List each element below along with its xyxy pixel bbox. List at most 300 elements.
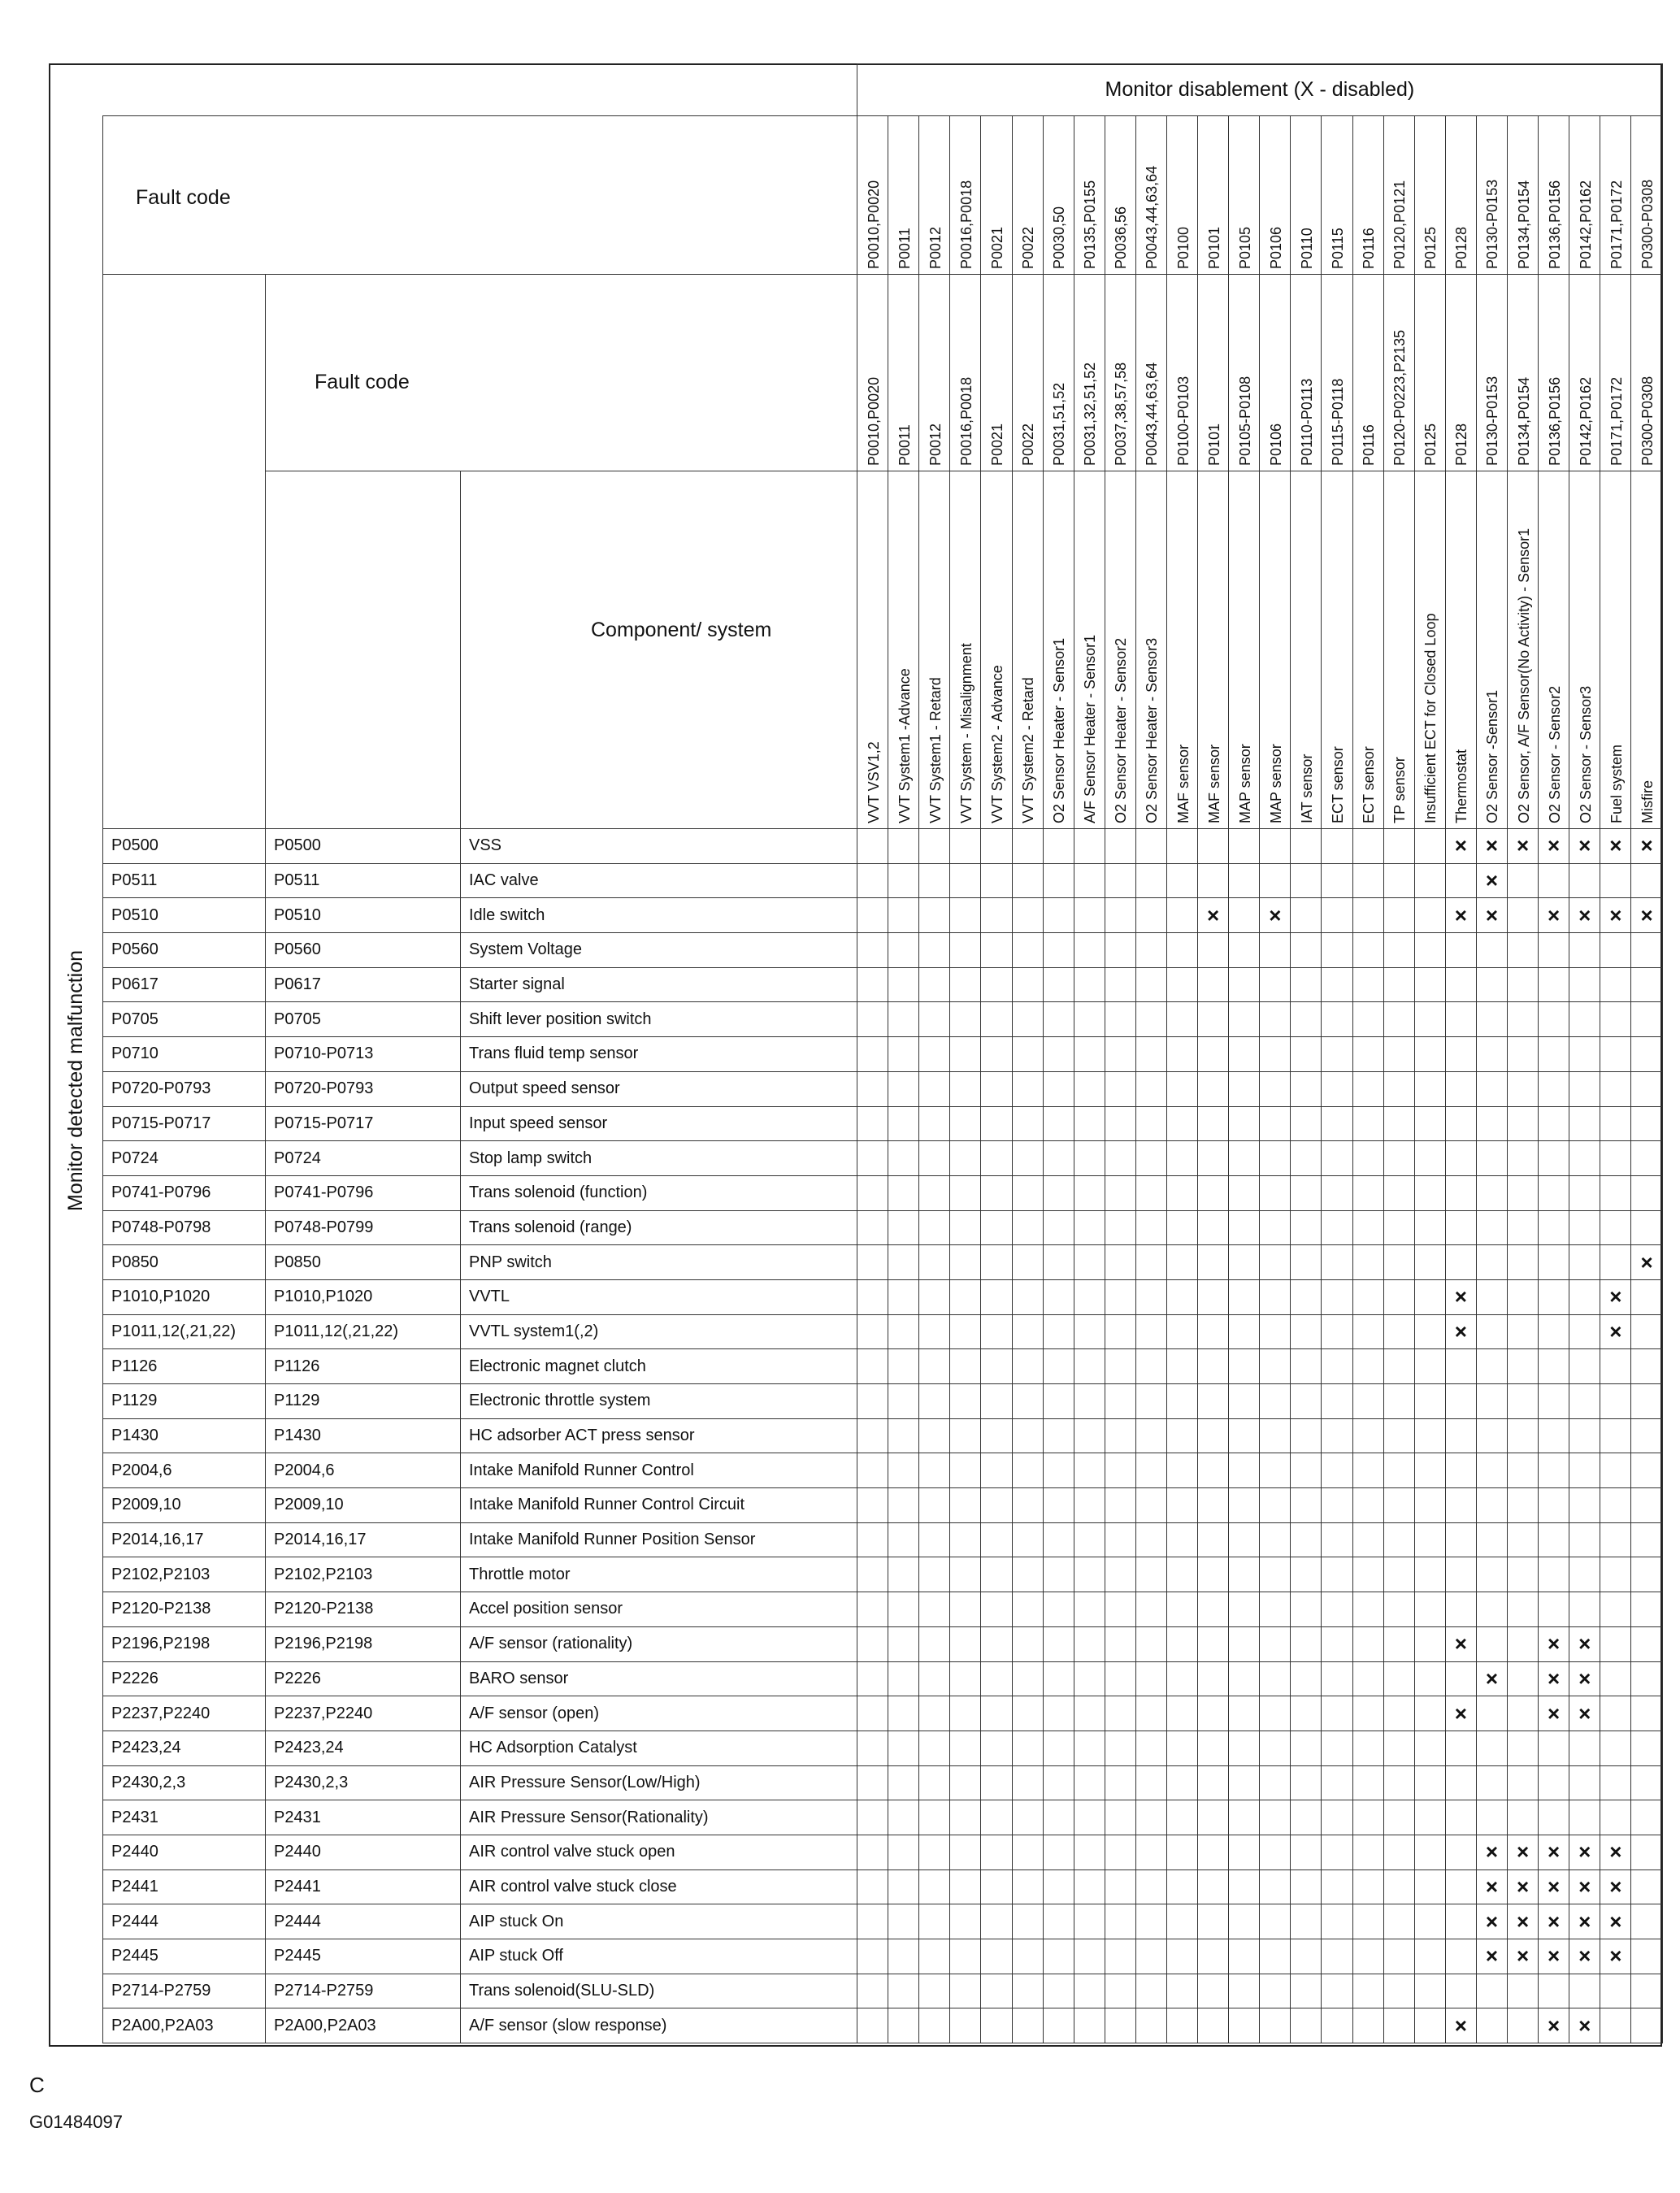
table-row — [103, 1592, 1663, 1627]
empty-cell — [981, 1800, 1012, 1835]
empty-cell — [981, 2008, 1012, 2043]
footer-letter: C — [29, 2073, 45, 2097]
monitor-component-9-text: O2 Sensor Heater - Sensor3 — [1144, 637, 1161, 823]
empty-cell — [950, 1106, 981, 1141]
row-component: AIR Pressure Sensor(Low/High) — [461, 1765, 857, 1800]
empty-cell — [919, 1210, 950, 1245]
monitor-component-1-text: VVT System1 -Advance — [896, 668, 913, 823]
empty-cell — [1260, 1384, 1291, 1419]
disabled-mark: × — [1539, 1661, 1569, 1696]
empty-cell — [1322, 829, 1352, 864]
empty-cell — [1198, 1939, 1229, 1974]
empty-cell — [888, 1765, 919, 1800]
empty-cell — [950, 1384, 981, 1419]
empty-cell — [1198, 1557, 1229, 1592]
monitor-component-24-text: Fuel system — [1608, 744, 1625, 823]
empty-cell — [1569, 1522, 1600, 1557]
monitor-fault-range-5-text: P0022 — [1020, 423, 1037, 466]
empty-cell — [1476, 1592, 1507, 1627]
empty-cell — [857, 933, 888, 968]
empty-cell — [1043, 1384, 1074, 1419]
empty-cell — [1322, 1106, 1352, 1141]
empty-cell — [1198, 1800, 1229, 1835]
empty-cell — [1043, 1939, 1074, 1974]
monitor-component-7-text: A/F Sensor Heater - Sensor1 — [1082, 634, 1099, 823]
empty-cell — [1229, 1522, 1260, 1557]
empty-cell — [1600, 1661, 1631, 1696]
monitor-fault-range-16 — [1352, 275, 1383, 471]
row-component: AIR control valve stuck close — [461, 1869, 857, 1904]
empty-cell — [1074, 1626, 1105, 1661]
monitor-fault-range-6 — [1043, 275, 1074, 471]
row-component: Accel position sensor — [461, 1592, 857, 1627]
empty-cell — [950, 1279, 981, 1314]
empty-cell — [1229, 1765, 1260, 1800]
empty-cell — [1322, 1453, 1352, 1488]
empty-cell — [1600, 1071, 1631, 1106]
empty-cell — [1508, 1384, 1539, 1419]
empty-cell — [1508, 1522, 1539, 1557]
empty-cell — [1166, 1488, 1197, 1523]
empty-cell — [1445, 1869, 1476, 1904]
empty-cell — [981, 1592, 1012, 1627]
empty-cell — [1260, 1210, 1291, 1245]
empty-cell — [888, 1974, 919, 2008]
empty-cell — [1508, 2008, 1539, 2043]
empty-cell — [1291, 1904, 1322, 1939]
row-component: IAC valve — [461, 863, 857, 898]
monitor-fault-range-6-text: P0031,51,52 — [1051, 382, 1068, 466]
empty-cell — [1012, 1696, 1043, 1731]
empty-cell — [1445, 863, 1476, 898]
empty-cell — [950, 1592, 981, 1627]
empty-cell — [1105, 1071, 1135, 1106]
empty-cell — [1322, 1245, 1352, 1280]
row-fault-code: P2004,6 — [103, 1453, 266, 1488]
empty-cell — [1229, 1314, 1260, 1349]
table-row — [103, 1765, 1663, 1800]
empty-cell — [1291, 1522, 1322, 1557]
empty-cell — [1445, 933, 1476, 968]
row-fault-code: P0510 — [103, 898, 266, 933]
monitor-fault-range-25 — [1631, 275, 1662, 471]
table-row — [103, 2008, 1663, 2043]
empty-cell — [1600, 1974, 1631, 2008]
empty-cell — [1383, 1869, 1414, 1904]
monitor-component-21-text: O2 Sensor, A/F Sensor(No Activity) - Sensor1 — [1515, 528, 1532, 823]
monitor-component-4 — [981, 471, 1012, 829]
empty-cell — [981, 1557, 1012, 1592]
monitor-component-12 — [1229, 471, 1260, 829]
row-fault-code-range: P1430 — [266, 1418, 461, 1453]
row-fault-code-range: P1126 — [266, 1349, 461, 1384]
empty-cell — [1600, 1245, 1631, 1280]
monitor-fault-range-14-text: P0110-P0113 — [1298, 378, 1315, 466]
empty-cell — [857, 863, 888, 898]
empty-cell — [1414, 933, 1445, 968]
empty-cell — [981, 1349, 1012, 1384]
empty-cell — [1445, 1071, 1476, 1106]
empty-cell — [1383, 829, 1414, 864]
empty-cell — [1383, 1522, 1414, 1557]
row-fault-code-range: P0724 — [266, 1141, 461, 1176]
empty-cell — [1074, 1071, 1105, 1106]
empty-cell — [1569, 1245, 1600, 1280]
empty-cell — [1631, 1661, 1662, 1696]
empty-cell — [1105, 1488, 1135, 1523]
empty-cell — [1352, 1349, 1383, 1384]
empty-cell — [1445, 1904, 1476, 1939]
row-fault-code-range: P2440 — [266, 1835, 461, 1869]
empty-cell — [1414, 1349, 1445, 1384]
monitor-fault-code-7-text: P0135,P0155 — [1082, 180, 1099, 269]
row-component: Electronic magnet clutch — [461, 1349, 857, 1384]
empty-cell — [1229, 1453, 1260, 1488]
empty-cell — [857, 1384, 888, 1419]
empty-cell — [1322, 1869, 1352, 1904]
empty-cell — [1074, 1731, 1105, 1765]
empty-cell — [857, 1349, 888, 1384]
empty-cell — [1229, 1141, 1260, 1176]
empty-cell — [919, 1037, 950, 1072]
empty-cell — [1012, 1037, 1043, 1072]
empty-cell — [1012, 933, 1043, 968]
empty-cell — [1229, 863, 1260, 898]
empty-cell — [1445, 1349, 1476, 1384]
empty-cell — [1445, 1002, 1476, 1037]
empty-cell — [1105, 898, 1135, 933]
row-fault-code: P1129 — [103, 1384, 266, 1419]
empty-cell — [950, 1939, 981, 1974]
empty-cell — [1074, 1245, 1105, 1280]
monitor-fault-range-9-text: P0043,44,63,64 — [1144, 362, 1161, 466]
empty-cell — [1600, 1037, 1631, 1072]
row-component: Shift lever position switch — [461, 1002, 857, 1037]
empty-cell — [950, 1453, 981, 1488]
empty-cell — [1260, 1418, 1291, 1453]
empty-cell — [1043, 1626, 1074, 1661]
empty-cell — [981, 1418, 1012, 1453]
empty-cell — [1074, 1661, 1105, 1696]
row-component: Intake Manifold Runner Control Circuit — [461, 1488, 857, 1523]
empty-cell — [1229, 1939, 1260, 1974]
empty-cell — [1445, 1106, 1476, 1141]
empty-cell — [1135, 933, 1166, 968]
empty-cell — [1445, 1939, 1476, 1974]
empty-cell — [1260, 1279, 1291, 1314]
empty-cell — [1508, 1210, 1539, 1245]
monitor-component-11-text: MAF sensor — [1205, 744, 1222, 823]
disabled-mark: × — [1600, 1279, 1631, 1314]
empty-cell — [1135, 1488, 1166, 1523]
empty-cell — [1414, 1175, 1445, 1210]
monitor-fault-code-22 — [1539, 116, 1569, 275]
monitor-component-21 — [1508, 471, 1539, 829]
row-fault-code-range: P2423,24 — [266, 1731, 461, 1765]
empty-cell — [1445, 1592, 1476, 1627]
empty-cell — [1600, 1696, 1631, 1731]
empty-cell — [919, 1314, 950, 1349]
empty-cell — [1508, 1314, 1539, 1349]
empty-cell — [1291, 1835, 1322, 1869]
empty-cell — [1229, 1071, 1260, 1106]
empty-cell — [1012, 1592, 1043, 1627]
empty-cell — [1291, 1453, 1322, 1488]
row-fault-code-range: P0715-P0717 — [266, 1106, 461, 1141]
empty-cell — [888, 1869, 919, 1904]
empty-cell — [919, 1349, 950, 1384]
empty-cell — [1229, 1974, 1260, 2008]
empty-cell — [919, 1696, 950, 1731]
empty-cell — [1198, 1661, 1229, 1696]
empty-cell — [1631, 1488, 1662, 1523]
monitor-fault-range-12 — [1229, 275, 1260, 471]
table-row — [103, 1626, 1663, 1661]
empty-cell — [1600, 1800, 1631, 1835]
disabled-mark: × — [1539, 1835, 1569, 1869]
empty-cell — [1074, 1488, 1105, 1523]
table-row — [103, 1488, 1663, 1523]
empty-cell — [1631, 1904, 1662, 1939]
empty-cell — [1476, 1800, 1507, 1835]
empty-cell — [950, 1071, 981, 1106]
empty-cell — [1291, 1661, 1322, 1696]
empty-cell — [1508, 1488, 1539, 1523]
empty-cell — [1260, 1522, 1291, 1557]
empty-cell — [1260, 1175, 1291, 1210]
monitor-component-24 — [1600, 471, 1631, 829]
empty-cell — [1198, 1904, 1229, 1939]
row-component: Input speed sensor — [461, 1106, 857, 1141]
monitor-fault-code-15-text: P0115 — [1329, 228, 1346, 269]
table-row — [103, 1245, 1663, 1280]
empty-cell — [1445, 1141, 1476, 1176]
empty-cell — [1569, 1800, 1600, 1835]
empty-cell — [1539, 1731, 1569, 1765]
empty-cell — [950, 2008, 981, 2043]
empty-cell — [1445, 1974, 1476, 2008]
table-row — [103, 1696, 1663, 1731]
empty-cell — [1260, 1314, 1291, 1349]
side-label — [49, 114, 102, 2047]
empty-cell — [1043, 1279, 1074, 1314]
empty-cell — [1352, 933, 1383, 968]
empty-cell — [1600, 1002, 1631, 1037]
empty-cell — [1539, 1557, 1569, 1592]
empty-cell — [1445, 1210, 1476, 1245]
disabled-mark: × — [1600, 898, 1631, 933]
disabled-mark: × — [1631, 829, 1662, 864]
empty-cell — [1198, 829, 1229, 864]
empty-cell — [888, 1904, 919, 1939]
empty-cell — [1445, 1453, 1476, 1488]
monitor-component-11 — [1198, 471, 1229, 829]
empty-cell — [1569, 1314, 1600, 1349]
empty-cell — [950, 898, 981, 933]
empty-cell — [1260, 863, 1291, 898]
empty-cell — [1539, 1974, 1569, 2008]
row-fault-code-range: P2120-P2138 — [266, 1592, 461, 1627]
empty-cell — [950, 1800, 981, 1835]
empty-cell — [1260, 1626, 1291, 1661]
empty-cell — [1198, 1453, 1229, 1488]
empty-cell — [1291, 1488, 1322, 1523]
empty-cell — [1291, 1314, 1322, 1349]
empty-cell — [888, 1696, 919, 1731]
row-fault-code-range: P0705 — [266, 1002, 461, 1037]
empty-cell — [1414, 863, 1445, 898]
monitor-fault-code-10 — [1166, 116, 1197, 275]
empty-cell — [888, 1453, 919, 1488]
row-fault-code-range: P0710-P0713 — [266, 1037, 461, 1072]
empty-cell — [1569, 1349, 1600, 1384]
empty-cell — [857, 1592, 888, 1627]
row-fault-code: P2714-P2759 — [103, 1974, 266, 2008]
empty-cell — [1322, 1974, 1352, 2008]
empty-cell — [981, 1106, 1012, 1141]
empty-cell — [1012, 1279, 1043, 1314]
empty-cell — [1260, 967, 1291, 1002]
empty-cell — [1043, 1071, 1074, 1106]
empty-cell — [1105, 1626, 1135, 1661]
empty-cell — [1631, 1314, 1662, 1349]
empty-cell — [1322, 1800, 1352, 1835]
empty-cell — [919, 1869, 950, 1904]
empty-cell — [1414, 1106, 1445, 1141]
monitor-fault-code-12 — [1229, 116, 1260, 275]
empty-cell — [1383, 967, 1414, 1002]
empty-cell — [1105, 1314, 1135, 1349]
empty-cell — [1229, 933, 1260, 968]
empty-cell — [1291, 1141, 1322, 1176]
empty-cell — [1074, 1696, 1105, 1731]
empty-cell — [1600, 933, 1631, 968]
empty-cell — [1631, 1037, 1662, 1072]
empty-cell — [1476, 1384, 1507, 1419]
empty-cell — [1043, 967, 1074, 1002]
row-component: Trans fluid temp sensor — [461, 1037, 857, 1072]
empty-cell — [1322, 1141, 1352, 1176]
empty-cell — [1508, 1141, 1539, 1176]
monitor-fault-range-11-text: P0101 — [1205, 423, 1222, 466]
empty-cell — [1043, 1349, 1074, 1384]
empty-cell — [1074, 1279, 1105, 1314]
empty-cell — [1198, 1106, 1229, 1141]
disabled-mark: × — [1569, 2008, 1600, 2043]
empty-cell — [1198, 1314, 1229, 1349]
empty-cell — [1135, 1626, 1166, 1661]
empty-cell — [1383, 1765, 1414, 1800]
empty-cell — [1012, 1488, 1043, 1523]
empty-cell — [857, 829, 888, 864]
row-component: AIR Pressure Sensor(Rationality) — [461, 1800, 857, 1835]
empty-cell — [888, 1314, 919, 1349]
empty-cell — [1012, 1418, 1043, 1453]
empty-cell — [857, 1800, 888, 1835]
row-fault-code: P2A00,P2A03 — [103, 2008, 266, 2043]
monitor-fault-range-1 — [888, 275, 919, 471]
row-fault-code: P0500 — [103, 829, 266, 864]
row-fault-code-range: P2444 — [266, 1904, 461, 1939]
row-component: Idle switch — [461, 898, 857, 933]
empty-cell — [1198, 1071, 1229, 1106]
empty-cell — [1198, 1765, 1229, 1800]
disabled-mark: × — [1569, 1661, 1600, 1696]
disabled-mark: × — [1508, 829, 1539, 864]
empty-cell — [1600, 1765, 1631, 1800]
monitor-component-18 — [1414, 471, 1445, 829]
monitor-component-0-text: VVT VSV1,2 — [865, 741, 882, 823]
empty-cell — [950, 1210, 981, 1245]
empty-cell — [1322, 967, 1352, 1002]
empty-cell — [950, 1626, 981, 1661]
empty-cell — [1322, 1279, 1352, 1314]
row-fault-code: P2102,P2103 — [103, 1557, 266, 1592]
empty-cell — [981, 1314, 1012, 1349]
monitor-component-19 — [1445, 471, 1476, 829]
table-row — [103, 1279, 1663, 1314]
empty-cell — [1414, 1314, 1445, 1349]
empty-cell — [1105, 1869, 1135, 1904]
empty-cell — [1383, 1974, 1414, 2008]
monitor-component-3 — [950, 471, 981, 829]
monitor-component-4-text: VVT System2 - Advance — [988, 665, 1005, 823]
empty-cell — [1383, 1731, 1414, 1765]
empty-cell — [981, 1661, 1012, 1696]
empty-cell — [1445, 1835, 1476, 1869]
monitor-fault-range-3 — [950, 275, 981, 471]
table-row — [103, 1800, 1663, 1835]
monitor-fault-range-1-text: P0011 — [896, 424, 913, 466]
empty-cell — [1135, 1592, 1166, 1627]
monitor-fault-code-0-text: P0010,P0020 — [865, 180, 882, 269]
empty-cell — [1043, 1800, 1074, 1835]
empty-cell — [1414, 1279, 1445, 1314]
empty-cell — [1322, 1765, 1352, 1800]
empty-cell — [1383, 1592, 1414, 1627]
empty-cell — [1074, 1141, 1105, 1176]
empty-cell — [1043, 829, 1074, 864]
empty-cell — [1105, 1800, 1135, 1835]
row-fault-code: P0715-P0717 — [103, 1106, 266, 1141]
empty-cell — [1600, 1349, 1631, 1384]
empty-cell — [1229, 1661, 1260, 1696]
empty-cell — [1352, 967, 1383, 1002]
empty-cell — [1229, 1418, 1260, 1453]
empty-cell — [1445, 1800, 1476, 1835]
disabled-mark: × — [1476, 863, 1507, 898]
row-fault-code: P1430 — [103, 1418, 266, 1453]
row-fault-code: P2196,P2198 — [103, 1626, 266, 1661]
row-fault-code: P2237,P2240 — [103, 1696, 266, 1731]
monitor-component-22-text: O2 Sensor - Sensor2 — [1546, 685, 1563, 823]
empty-cell — [1229, 1557, 1260, 1592]
disabled-mark: × — [1569, 1696, 1600, 1731]
empty-cell — [1198, 1626, 1229, 1661]
empty-cell — [1600, 1141, 1631, 1176]
empty-cell — [857, 1314, 888, 1349]
table-row — [103, 1731, 1663, 1765]
empty-cell — [1166, 1175, 1197, 1210]
empty-cell — [1539, 933, 1569, 968]
empty-cell — [1383, 1071, 1414, 1106]
empty-cell — [981, 1939, 1012, 1974]
empty-cell — [1631, 1279, 1662, 1314]
empty-cell — [1229, 1349, 1260, 1384]
empty-cell — [1569, 1141, 1600, 1176]
empty-cell — [1043, 1661, 1074, 1696]
monitor-component-25-text: Misfire — [1639, 780, 1656, 823]
